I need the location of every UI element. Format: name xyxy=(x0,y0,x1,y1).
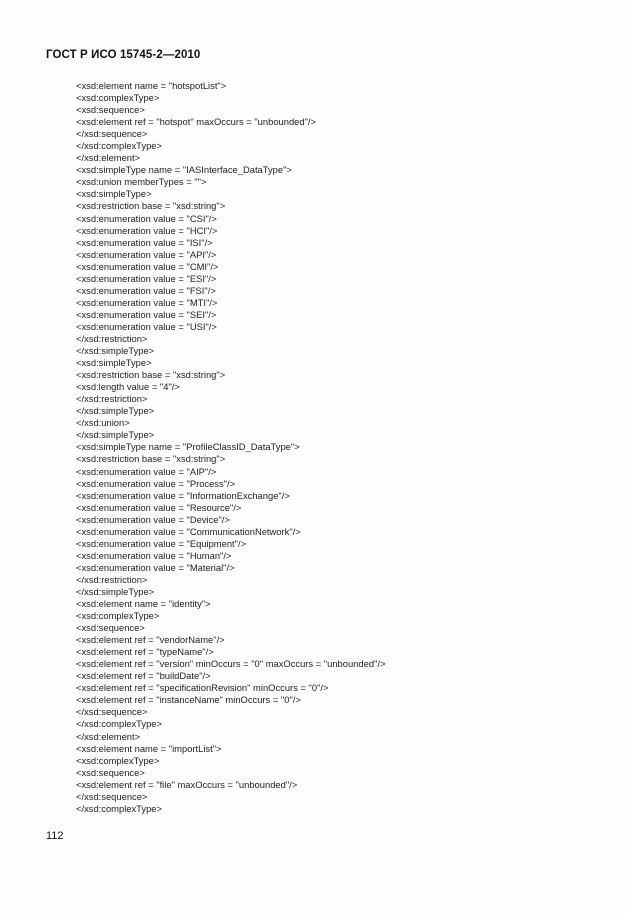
code-line: <xsd:enumeration value = "CSI"/> xyxy=(76,212,217,224)
code-line: <xsd:simpleType> xyxy=(76,188,152,200)
code-line: </xsd:simpleType> xyxy=(76,345,155,357)
code-line: <xsd:element ref = "instanceName" minOccurs = "0"/> xyxy=(76,694,301,706)
code-line: <xsd:enumeration value = "USI"/> xyxy=(76,320,217,332)
code-line: <xsd:enumeration value = "Equipment"/> xyxy=(76,537,247,549)
code-line: <xsd:complexType> xyxy=(76,754,160,766)
code-line: <xsd:enumeration value = "Process"/> xyxy=(76,477,236,489)
code-line: <xsd:enumeration value = "CMI"/> xyxy=(76,260,219,272)
code-line: <xsd:length value = "4"/> xyxy=(76,381,180,393)
code-line: <xsd:union memberTypes = ""> xyxy=(76,176,207,188)
code-line: </xsd:union> xyxy=(76,417,130,429)
code-line: <xsd:element ref = "version" minOccurs = "0" maxOccurs = "unbounded"/> xyxy=(76,658,386,670)
code-line: <xsd:element name = "importList"> xyxy=(76,742,222,754)
page-number: 112 xyxy=(46,830,64,842)
code-line: </xsd:simpleType> xyxy=(76,585,155,597)
code-line: <xsd:enumeration value = "InformationExchange"/> xyxy=(76,489,290,501)
code-line: <xsd:simpleType name = "ProfileClassID_DataType"> xyxy=(76,441,300,453)
code-line: </xsd:element> xyxy=(76,152,141,164)
code-line: <xsd:enumeration value = "MTI"/> xyxy=(76,296,218,308)
code-line: <xsd:enumeration value = "Device"/> xyxy=(76,513,230,525)
code-line: <xsd:element ref = "hotspot" maxOccurs = "unbounded"/> xyxy=(76,116,317,128)
code-line: </xsd:sequence> xyxy=(76,706,148,718)
code-line: </xsd:restriction> xyxy=(76,393,148,405)
code-line: <xsd:enumeration value = "CommunicationNetwork"/> xyxy=(76,525,301,537)
code-line: </xsd:complexType> xyxy=(76,802,162,814)
code-line: <xsd:complexType> xyxy=(76,92,160,104)
code-line: <xsd:sequence> xyxy=(76,104,145,116)
code-line: <xsd:enumeration value = "API"/> xyxy=(76,248,217,260)
code-line: <xsd:enumeration value = "Material"/> xyxy=(76,561,235,573)
code-line: <xsd:enumeration value = "FSI"/> xyxy=(76,284,216,296)
code-line: </xsd:sequence> xyxy=(76,790,148,802)
code-line: <xsd:restriction base = "xsd:string"> xyxy=(76,200,226,212)
code-line: <xsd:enumeration value = "SEI"/> xyxy=(76,308,217,320)
code-line: <xsd:enumeration value = "HCI"/> xyxy=(76,224,218,236)
code-line: <xsd:restriction base = "xsd:string"> xyxy=(76,453,226,465)
code-line: </xsd:complexType> xyxy=(76,718,162,730)
xsd-code-block xyxy=(76,80,385,815)
code-line: <xsd:simpleType> xyxy=(76,357,152,369)
code-line: </xsd:simpleType> xyxy=(76,429,155,441)
code-line: <xsd:element ref = "file" maxOccurs = "unbounded"/> xyxy=(76,778,298,790)
code-line: </xsd:simpleType> xyxy=(76,405,155,417)
code-line: <xsd:enumeration value = "Human"/> xyxy=(76,549,232,561)
code-line: <xsd:element ref = "specificationRevision" minOccurs = "0"/> xyxy=(76,682,329,694)
code-line: <xsd:element name = "identity"> xyxy=(76,598,211,610)
code-line: <xsd:sequence> xyxy=(76,622,145,634)
document-header: ГОСТ Р ИСО 15745-2—2010 xyxy=(46,49,201,61)
code-line: </xsd:restriction> xyxy=(76,573,148,585)
code-line: <xsd:enumeration value = "ESI"/> xyxy=(76,272,217,284)
code-line: <xsd:enumeration value = "AIP"/> xyxy=(76,465,217,477)
code-line: </xsd:sequence> xyxy=(76,128,148,140)
code-line: <xsd:element ref = "buildDate"/> xyxy=(76,670,211,682)
code-line: <xsd:complexType> xyxy=(76,610,160,622)
code-line: <xsd:enumeration value = "Resource"/> xyxy=(76,501,242,513)
code-line: <xsd:element ref = "typeName"/> xyxy=(76,646,214,658)
code-line: <xsd:element ref = "vendorName"/> xyxy=(76,634,225,646)
code-line: <xsd:simpleType name = "IASInterface_DataType"> xyxy=(76,164,292,176)
code-line: </xsd:element> xyxy=(76,730,141,742)
code-line: <xsd:element name = "hotspotList"> xyxy=(76,80,227,91)
code-line: <xsd:sequence> xyxy=(76,766,145,778)
code-line: <xsd:restriction base = "xsd:string"> xyxy=(76,369,226,381)
code-line: </xsd:complexType> xyxy=(76,140,162,152)
code-line: <xsd:enumeration value = "ISI"/> xyxy=(76,236,213,248)
code-line: </xsd:restriction> xyxy=(76,332,148,344)
